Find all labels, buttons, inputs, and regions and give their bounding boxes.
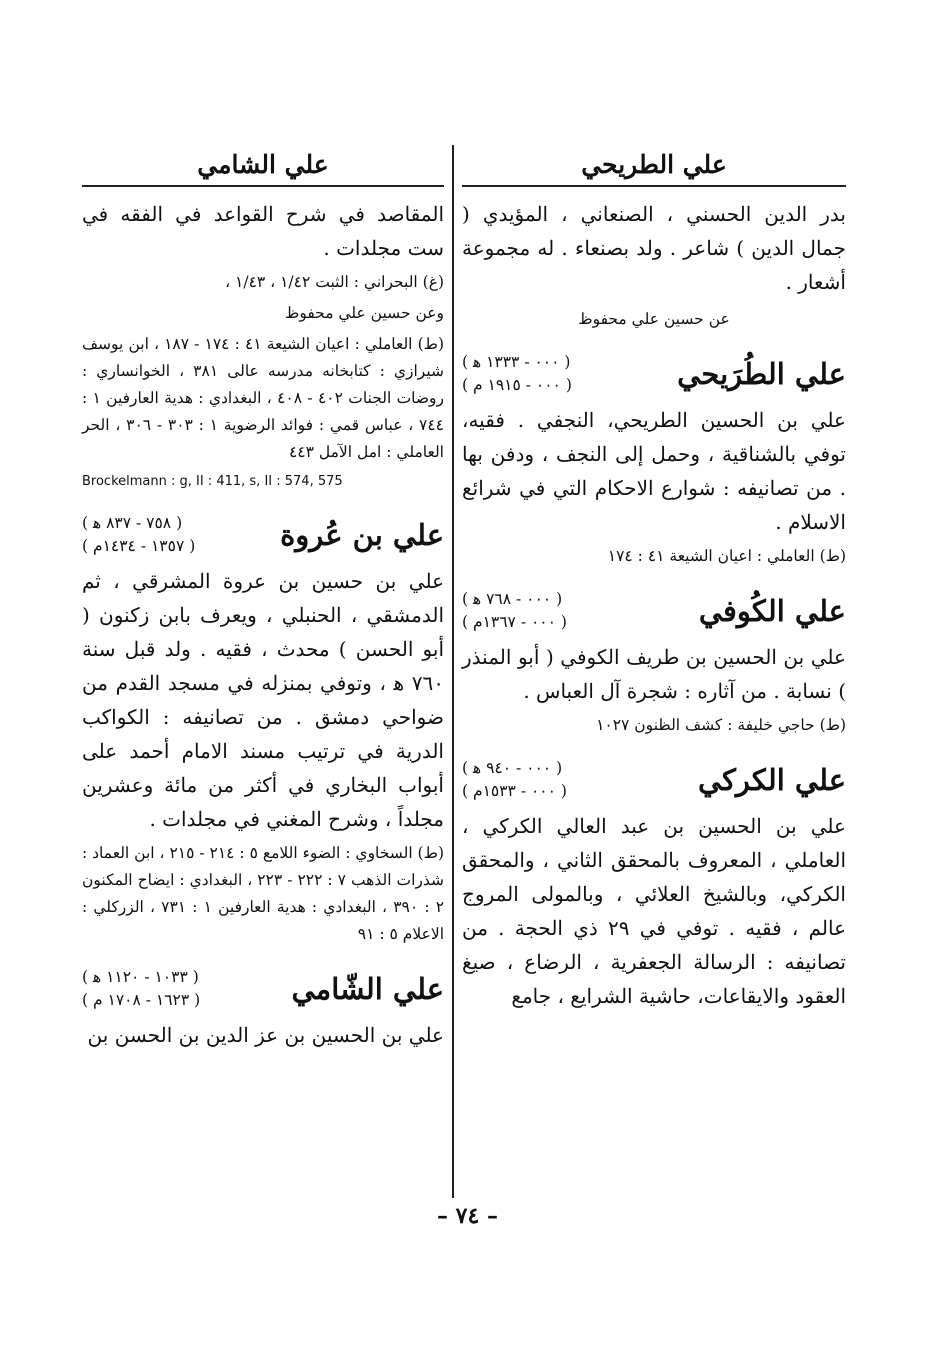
entry-al-turayhi xyxy=(462,351,846,570)
entry-heading xyxy=(82,512,444,558)
page-number: – ٧٤ – xyxy=(437,1203,498,1229)
date-gregorian: ( ١٣٥٧ - ١٤٣٤م ) xyxy=(82,537,196,555)
left-column xyxy=(82,145,444,1052)
column-divider xyxy=(452,145,454,1198)
date-gregorian: ( ٠٠٠ - ١٣٦٧م ) xyxy=(462,613,567,631)
entry-body: علي بن الحسين الطريحي، النجفي . فقيه، توفي بالشناقية ، وحمل إلى النجف ، ودفن بها . من تصانيفه : شوارع الاحكام التي في شرائع الاسلام . xyxy=(462,408,846,534)
entry-al-karaki xyxy=(462,757,846,1013)
entry-dates xyxy=(462,757,567,803)
date-hijri: ( ٧٥٨ - ٨٣٧ ﻫ ) xyxy=(82,514,183,532)
entry-dates xyxy=(82,966,200,1012)
entry-al-kufi xyxy=(462,588,846,739)
entry-reference: (ط) العاملي : اعيان الشيعة ٤١ : ١٧٤ xyxy=(607,547,846,565)
entry-heading xyxy=(462,351,846,397)
entry-heading xyxy=(82,966,444,1012)
right-column-header: علي الطريحي xyxy=(462,145,846,187)
entry-dates xyxy=(462,588,567,634)
date-gregorian: ( ٠٠٠ - ١٥٣٣م ) xyxy=(462,782,567,800)
entry-name: علي الكُوفي xyxy=(698,594,846,628)
continuation-reference: (ط) العاملي : اعيان الشيعة ٤١ : ١٧٤ - ١٨٧ ، ابن يوسف شيرازي : كتابخانه مدرسه عالى ٣٨١ ، الخوانساري : روضات الجنات ٤٠٢ - ٤٠٨ ، البغدادي : هدية العارفين ١ : ٧٤٤ ، عباس قمي : فوائد الرضوية ١ : ٣٠٣ - ٣٠٦ ، الحر العاملي : امل الآمل ٤٤٣ xyxy=(82,335,445,461)
left-column-header: علي الشامي xyxy=(82,145,444,187)
entry-body: علي بن حسين بن عروة المشرقي ، ثم الدمشقي ، الحنبلي ، ويعرف بابن زكنون ( أبو الحسن ) محدث ، فقيه . ولد قبل سنة ٧٦٠ ﻫ ، وتوفي بمنزله في مسجد القدم من ضواحي دمشق . من تصانيفه : الكواكب الدرية في ترتيب مسند الامام أحمد على أبواب البخاري في أكثر من مائة وعشرين مجلداً ، وشرح المغني في مجلدات . xyxy=(82,569,444,831)
entry-ibn-urwa xyxy=(82,512,444,948)
date-hijri: ( ١٠٣٣ - ١١٢٠ ﻫ ) xyxy=(82,968,199,986)
entry-heading xyxy=(462,757,846,803)
date-hijri: ( ٠٠٠ - ١٣٣٣ ﻫ ) xyxy=(462,353,571,371)
entry-al-shami xyxy=(82,966,444,1052)
right-continuation-text: بدر الدين الحسني ، الصنعاني ، المؤيدي ( جمال الدين ) شاعر . ولد بصنعاء . له مجموعة أشعار . xyxy=(462,202,846,294)
entry-heading xyxy=(462,588,846,634)
date-gregorian: ( ٠٠٠ - ١٩١٥ م ) xyxy=(462,376,572,394)
entry-name: علي الكركي xyxy=(697,763,846,797)
entry-reference: (ط) حاجي خليفة : كشف الظنون ١٠٢٧ xyxy=(596,716,846,734)
entry-body: علي بن الحسين بن عز الدين بن الحسن بن xyxy=(87,1023,444,1047)
latin-reference: Brockelmann : g, II : 411, s, II : 574, 575 xyxy=(82,474,343,489)
date-hijri: ( ٠٠٠ - ٩٤٠ ﻫ ) xyxy=(462,759,563,777)
continuation-reference: (غ) البحراني : الثبت ١/٤٢ ، ١/٤٣ ، xyxy=(225,273,444,291)
entry-body: علي بن الحسين بن عبد العالي الكركي ، العاملي ، المعروف بالمحقق الثاني ، والمحقق الكركي، وبالشيخ العلائي ، وبالمولى المروج عالم ، فقيه . توفي في ٢٩ ذي الحجة . من تصانيفه : الرسالة الجعفرية ، الرضاع ، صيغ العقود والايقاعات، حاشية الشرايع ، جامع xyxy=(462,814,847,1008)
right-signature: عن حسين علي محفوظ xyxy=(578,310,730,328)
entry-name: علي بن عُروة xyxy=(280,518,444,552)
entry-name: علي الطُرَيحي xyxy=(677,357,846,391)
left-continuation-text: المقاصد في شرح القواعد في الفقه في ست مجلدات . xyxy=(82,202,444,260)
entry-dates xyxy=(82,512,195,558)
date-gregorian: ( ١٦٢٣ - ١٧٠٨ م ) xyxy=(82,991,201,1009)
date-hijri: ( ٠٠٠ - ٧٦٨ ﻫ ) xyxy=(462,590,563,608)
entry-dates xyxy=(462,351,572,397)
continuation-signature: وعن حسين علي محفوظ xyxy=(285,304,444,322)
entry-body: علي بن الحسين بن طريف الكوفي ( أبو المنذر ) نسابة . من آثاره : شجرة آل العباس . xyxy=(462,645,846,703)
right-column xyxy=(462,145,846,1013)
entry-name: علي الشّامي xyxy=(291,972,444,1006)
entry-reference: (ط) السخاوي : الضوء اللامع ٥ : ٢١٤ - ٢١٥ ، ابن العماد : شذرات الذهب ٧ : ٢٢٢ - ٢٢٣ ، البغدادي : ايضاح المكنون ٢ : ٣٩٠ ، البغدادي : هدية العارفين ١ : ٧٣١ ، الزركلي : الاعلام ٥ : ٩١ xyxy=(81,844,445,943)
